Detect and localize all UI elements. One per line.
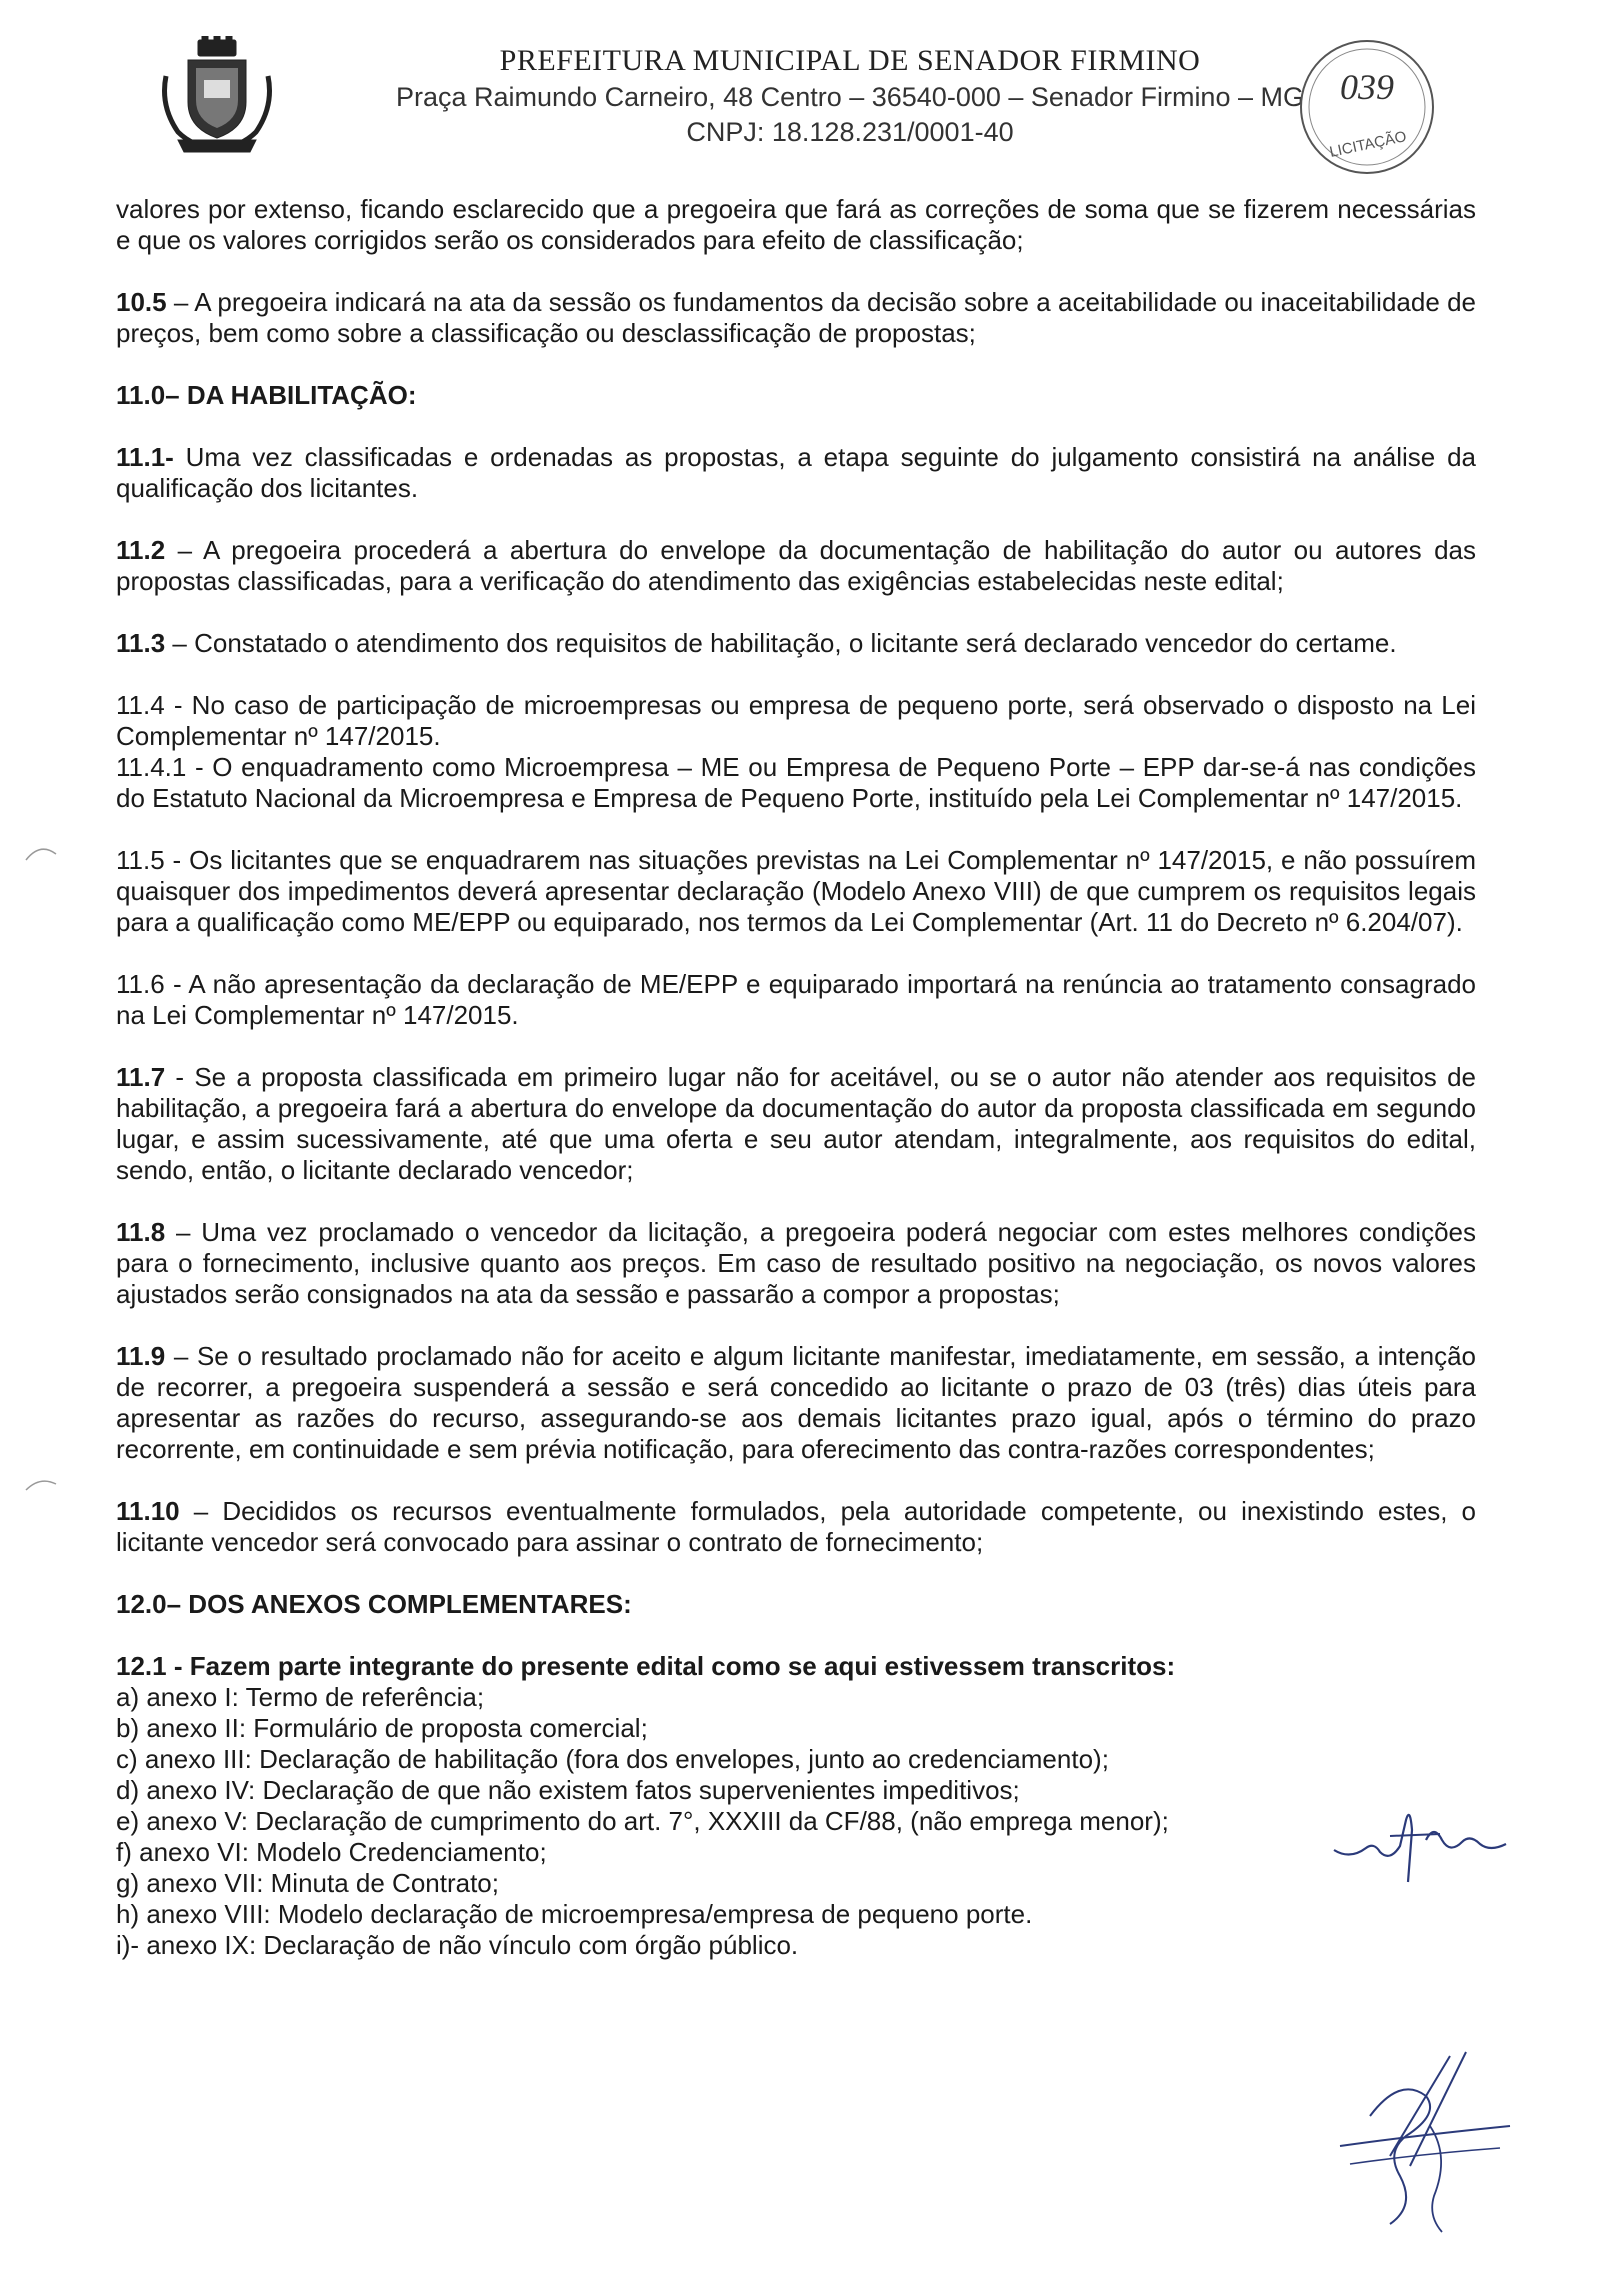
clause-number: 11.10 (116, 1496, 180, 1526)
clause-number: 11.2 (116, 535, 166, 565)
paragraph (116, 969, 1476, 1031)
paragraph (116, 194, 1476, 256)
paragraph-spacer (116, 597, 1476, 628)
paragraph-spacer (116, 349, 1476, 380)
paragraph-spacer (116, 1310, 1476, 1341)
document-body (116, 194, 1476, 1961)
paragraph-spacer (116, 1186, 1476, 1217)
paragraph (116, 845, 1476, 938)
annex-item: a) anexo I: Termo de referência; (116, 1682, 485, 1712)
annex-item: c) anexo III: Declaração de habilitação (fora dos envelopes, junto ao credenciamento); (116, 1744, 1109, 1774)
handwritten-signature-icon (1330, 2036, 1530, 2236)
paragraph-spacer (116, 659, 1476, 690)
paragraph-text: – A pregoeira procederá a abertura do envelope da documentação de habilitação do autor ou autores das propostas classificadas, para a verificação do atendimento das exigências estabelecidas neste edital; (116, 535, 1476, 596)
paragraph-spacer (116, 938, 1476, 969)
paragraph (116, 1217, 1476, 1310)
clause-number: 11.8 (116, 1217, 166, 1247)
section-heading (116, 1589, 1476, 1620)
margin-mark-icon (22, 1468, 62, 1498)
letterhead (150, 36, 1450, 166)
paragraph (116, 1496, 1476, 1558)
annex-item: h) anexo VIII: Modelo declaração de microempresa/empresa de pequeno porte. (116, 1899, 1033, 1929)
paragraph (116, 752, 1476, 814)
clause-number: 10.5 (116, 287, 167, 317)
clause-number: 11.9 (116, 1341, 166, 1371)
paragraph-text: – Decididos os recursos eventualmente formulados, pela autoridade competente, ou inexistindo estes, o licitante vencedor será convocado para assinar o contrato de fornecimento; (116, 1496, 1476, 1557)
annex-item: i)- anexo IX: Declaração de não vínculo com órgão público. (116, 1930, 799, 1960)
paragraph (116, 535, 1476, 597)
paragraph-spacer (116, 411, 1476, 442)
municipality-cnpj: CNPJ: 18.128.231/0001-40 (686, 117, 1014, 147)
paragraph (116, 1062, 1476, 1186)
letterhead-text (300, 42, 1400, 150)
annex-list (116, 1651, 1476, 1961)
heading-text: 11.0– DA HABILITAÇÃO: (116, 380, 417, 410)
handwritten-rubric-icon (1330, 1800, 1520, 1890)
paragraph-text: – A pregoeira indicará na ata da sessão os fundamentos da decisão sobre a aceitabilidade ou inaceitabilidade de preços, bem como sobre a classificação ou desclassificação de propostas; (116, 287, 1476, 348)
paragraph-spacer (116, 1558, 1476, 1589)
paragraph-text: – Uma vez proclamado o vencedor da licitação, a pregoeira poderá negociar com estes melhores condições para o fornecimento, inclusive quanto aos preços. Em caso de resultado positivo na negociação, os novos valores ajustados serão consignados na ata da sessão e passarão a compor a propostas; (116, 1217, 1476, 1309)
paragraph-text: – Se o resultado proclamado não for aceito e algum licitante manifestar, imediatamente, em sessão, a intenção de recorrer, a pregoeira suspenderá a sessão e será concedido ao licitante o prazo de 03 (três) dias úteis para apresentar as razões do recurso, assegurando-se aos demais licitantes prazo igual, após o término do prazo recorrente, em continuidade e sem prévia notificação, para oferecimento das contra-razões correspondentes; (116, 1341, 1476, 1464)
paragraph-text: Uma vez classificadas e ordenadas as propostas, a etapa seguinte do julgamento consistirá na análise da qualificação dos licitantes. (116, 442, 1476, 503)
paragraph-text: 11.6 - A não apresentação da declaração de ME/EPP e equiparado importará na renúncia ao tratamento consagrado na Lei Complementar nº 147/2015. (116, 969, 1476, 1030)
clause-number: 11.7 (116, 1062, 166, 1092)
municipal-crest-icon (158, 36, 276, 156)
paragraph (116, 690, 1476, 752)
paragraph-text: valores por extenso, ficando esclarecido que a pregoeira que fará as correções de soma que se fizerem necessárias e que os valores corrigidos serão os considerados para efeito de classificação; (116, 194, 1476, 255)
annex-item: b) anexo II: Formulário de proposta comercial; (116, 1713, 648, 1743)
paragraph-spacer (116, 1620, 1476, 1651)
heading-text: 12.0– DOS ANEXOS COMPLEMENTARES: (116, 1589, 632, 1619)
annex-item: g) anexo VII: Minuta de Contrato; (116, 1868, 499, 1898)
paragraph-spacer (116, 504, 1476, 535)
municipality-title: PREFEITURA MUNICIPAL DE SENADOR FIRMINO (499, 44, 1201, 77)
margin-mark-icon (22, 836, 62, 866)
paragraph-spacer (116, 1465, 1476, 1496)
paragraph (116, 287, 1476, 349)
paragraph-text: – Constatado o atendimento dos requisitos de habilitação, o licitante será declarado vencedor do certame. (165, 628, 1397, 658)
annex-item: d) anexo IV: Declaração de que não existem fatos supervenientes impeditivos; (116, 1775, 1020, 1805)
annex-item: f) anexo VI: Modelo Credenciamento; (116, 1837, 547, 1867)
paragraph-text: 11.4.1 - O enquadramento como Microempresa – ME ou Empresa de Pequeno Porte – EPP dar-se-á nas condições do Estatuto Nacional da Microempresa e Empresa de Pequeno Porte, instituído pela Lei Complementar nº 147/2015. (116, 752, 1476, 813)
clause-number: 11.3 (116, 628, 166, 658)
paragraph-spacer (116, 256, 1476, 287)
paragraph (116, 1341, 1476, 1465)
paragraph-spacer (116, 814, 1476, 845)
paragraph (116, 442, 1476, 504)
paragraph-text: 11.5 - Os licitantes que se enquadrarem nas situações previstas na Lei Complementar nº 147/2015, e não possuírem quaisquer dos impedimentos deverá apresentar declaração (Modelo Anexo VIII) de que cumprem os requisitos legais para a qualificação como ME/EPP ou equiparado, nos termos da Lei Complementar (Art. 11 do Decreto nº 6.204/07). (116, 845, 1476, 937)
clause-number: 11.1- (116, 442, 174, 472)
paragraph-text: - Se a proposta classificada em primeiro lugar não for aceitável, ou se o autor não atender aos requisitos de habilitação, a pregoeira fará a abertura do envelope da documentação do autor da proposta classificada em segundo lugar, e assim sucessivamente, até que uma oferta e seu autor atendam, integralmente, aos requisitos do edital, sendo, então, o licitante declarado vencedor; (116, 1062, 1476, 1185)
annex-item: e) anexo V: Declaração de cumprimento do art. 7°, XXXIII da CF/88, (não emprega menor); (116, 1806, 1169, 1836)
municipality-address: Praça Raimundo Carneiro, 48 Centro – 36540-000 – Senador Firmino – MG (396, 82, 1304, 112)
stamp-number: 039 (1340, 67, 1394, 107)
section-heading (116, 380, 1476, 411)
paragraph-spacer (116, 1031, 1476, 1062)
page-number-stamp (1292, 32, 1442, 182)
paragraph (116, 628, 1476, 659)
paragraph-text: 11.4 - No caso de participação de microempresas ou empresa de pequeno porte, será observado o disposto na Lei Complementar nº 147/2015. (116, 690, 1476, 751)
stamp-label: LICITAÇÃO (1328, 128, 1408, 161)
annex-intro: 12.1 - Fazem parte integrante do presente edital como se aqui estivessem transcritos: (116, 1651, 1176, 1681)
